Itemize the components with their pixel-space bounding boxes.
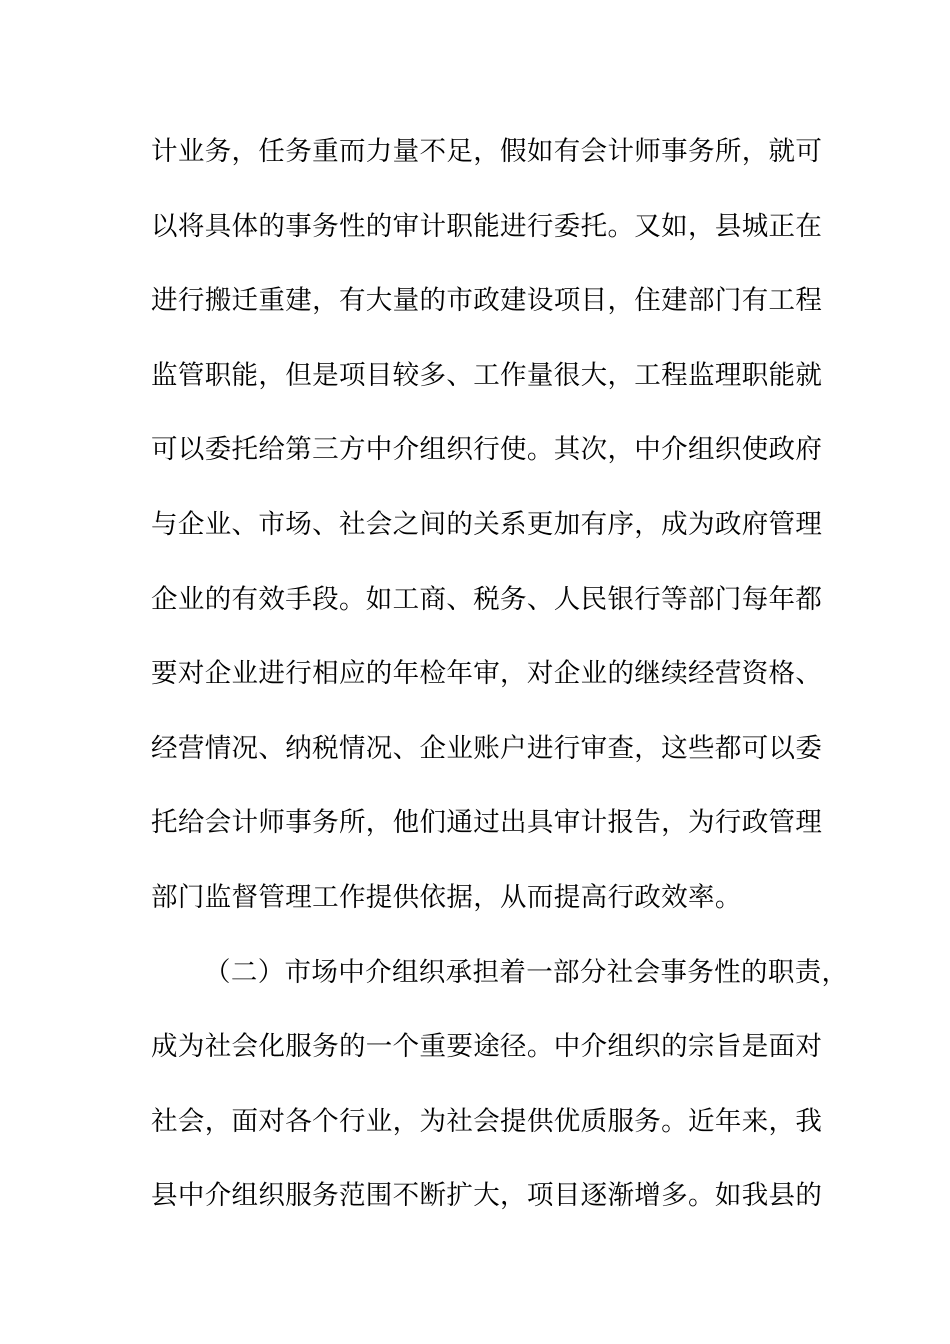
text-line: 成为社会化服务的一个重要途径。中介组织的宗旨是面对 — [151, 1031, 823, 1063]
text-line: 托给会计师事务所，他们通过出具审计报告，为行政管理 — [151, 807, 823, 839]
text-line: 企业的有效手段。如工商、税务、人民银行等部门每年都 — [151, 583, 823, 615]
text-line: 以将具体的事务性的审计职能进行委托。又如，县城正在 — [151, 210, 823, 242]
section-heading-line: （二）市场中介组织承担着一部分社会事务性的职责， — [204, 956, 849, 988]
text-line: 与企业、市场、社会之间的关系更加有序，成为政府管理 — [151, 508, 823, 540]
body-text — [151, 128, 849, 1247]
text-line: 进行搬迁重建，有大量的市政建设项目，住建部门有工程 — [151, 285, 823, 317]
text-line: 社会，面对各个行业，为社会提供优质服务。近年来，我 — [151, 1105, 823, 1137]
text-line: 可以委托给第三方中介组织行使。其次，中介组织使政府 — [151, 434, 823, 466]
text-line: 县中介组织服务范围不断扩大，项目逐渐增多。如我县的 — [151, 1180, 823, 1212]
text-line: 计业务，任务重而力量不足，假如有会计师事务所，就可 — [151, 136, 823, 167]
text-line: 监管职能，但是项目较多、工作量很大，工程监理职能就 — [151, 359, 823, 391]
text-line: 部门监督管理工作提供依据，从而提高行政效率。 — [151, 881, 742, 913]
text-line: 经营情况、纳税情况、企业账户进行审查，这些都可以委 — [151, 732, 823, 764]
text-line: 要对企业进行相应的年检年审，对企业的继续经营资格、 — [151, 658, 823, 690]
